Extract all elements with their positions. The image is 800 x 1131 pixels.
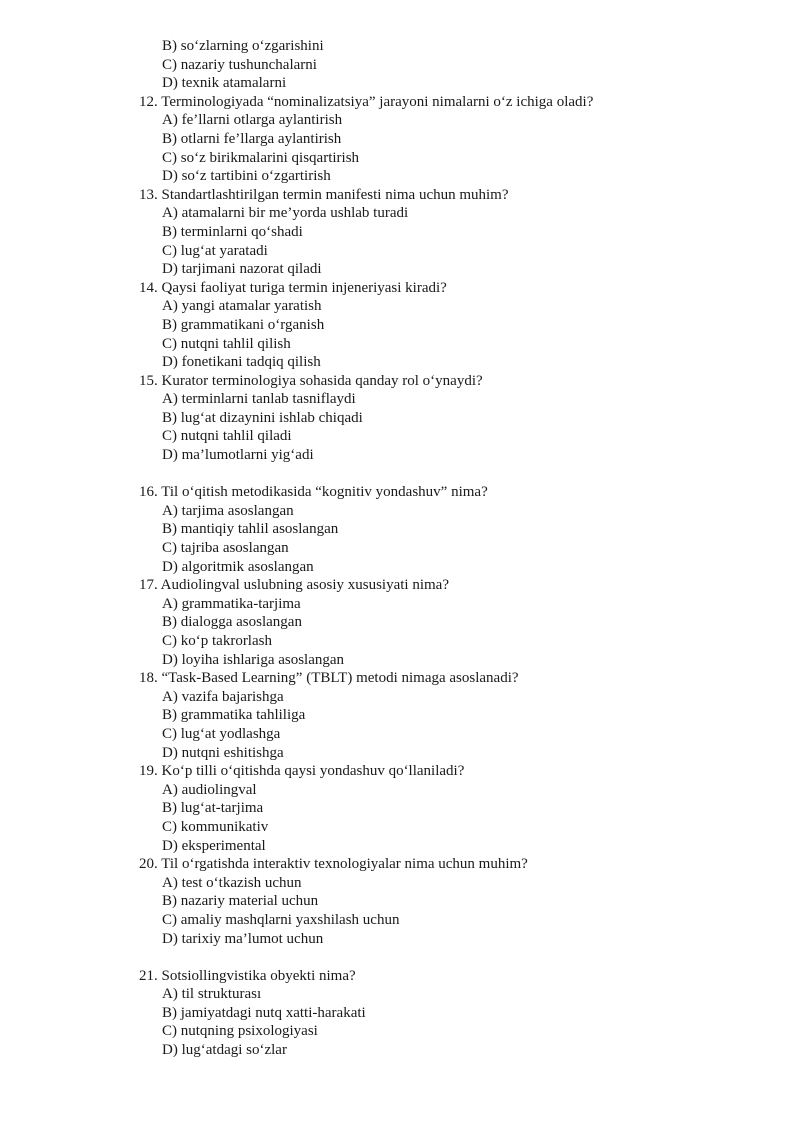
- answer-option: B) lug‘at dizaynini ishlab chiqadi: [162, 409, 363, 426]
- answer-option: B) nazariy material uchun: [162, 893, 319, 910]
- answer-option: D) loyiha ishlariga asoslangan: [162, 651, 345, 668]
- question-12: 12. Terminologiyada “nominalizatsiya” jarayoni nimalarni o‘z ichiga oladi?: [139, 93, 594, 110]
- answer-option: D) ma’lumotlarni yig‘adi: [162, 447, 314, 464]
- question-17: 17. Audiolingval uslubning asosiy xususiyati nima?: [139, 577, 449, 594]
- answer-option: A) terminlarni tanlab tasniflaydi: [162, 391, 356, 408]
- answer-option: C) nutqning psixologiyasi: [162, 1023, 318, 1040]
- answer-option: C) lug‘at yodlashga: [162, 725, 281, 742]
- answer-option: C) amaliy mashqlarni yaxshilash uchun: [162, 911, 400, 928]
- answer-option: D) lug‘atdagi so‘zlar: [162, 1042, 287, 1059]
- question-13: 13. Standartlashtirilgan termin manifesti nima uchun muhim?: [139, 186, 509, 203]
- answer-option: C) so‘z birikmalarini qisqartirish: [162, 149, 360, 166]
- answer-option: D) eksperimental: [162, 837, 266, 854]
- answer-option: C) nazariy tushunchalarni: [162, 56, 317, 73]
- answer-option: B) lug‘at-tarjima: [162, 800, 264, 817]
- answer-option: D) fonetikani tadqiq qilish: [162, 354, 321, 371]
- answer-option: A) grammatika-tarjima: [162, 595, 301, 612]
- answer-option: C) lug‘at yaratadi: [162, 242, 268, 259]
- question-18: 18. “Task-Based Learning” (TBLT) metodi nimaga asoslanadi?: [139, 670, 519, 687]
- answer-option: B) grammatika tahliliga: [162, 707, 306, 724]
- answer-option: A) test o‘tkazish uchun: [162, 874, 302, 891]
- answer-option: B) dialogga asoslangan: [162, 614, 302, 631]
- answer-option: A) vazifa bajarishga: [162, 688, 284, 705]
- answer-option: A) atamalarni bir me’yorda ushlab turadi: [162, 205, 409, 222]
- answer-option: B) grammatikani o‘rganish: [162, 316, 325, 333]
- answer-option: C) nutqni tahlil qilish: [162, 335, 291, 352]
- answer-option: B) terminlarni qo‘shadi: [162, 223, 303, 240]
- answer-option: A) tarjima asoslangan: [162, 502, 294, 519]
- question-15: 15. Kurator terminologiya sohasida qanday rol o‘ynaydi?: [139, 372, 483, 389]
- answer-option: A) yangi atamalar yaratish: [162, 298, 322, 315]
- question-19: 19. Ko‘p tilli o‘qitishda qaysi yondashuv qo‘llaniladi?: [139, 763, 465, 780]
- answer-option: B) jamiyatdagi nutq xatti-harakati: [162, 1004, 366, 1021]
- question-16: 16. Til o‘qitish metodikasida “kognitiv yondashuv” nima?: [139, 484, 488, 501]
- answer-option: B) mantiqiy tahlil asoslangan: [162, 521, 339, 538]
- answer-option: A) fe’llarni otlarga aylantirish: [162, 112, 343, 129]
- answer-option: D) nutqni eshitishga: [162, 744, 284, 761]
- answer-option: A) til strukturası: [162, 986, 262, 1003]
- question-14: 14. Qaysi faoliyat turiga termin injeneriyasi kiradi?: [139, 279, 447, 296]
- answer-option: C) kommunikativ: [162, 818, 269, 835]
- answer-option: C) ko‘p takrorlash: [162, 633, 272, 649]
- blank-line: [0, 465, 800, 484]
- answer-option: D) algoritmik asoslangan: [162, 558, 314, 575]
- blank-line: [0, 948, 800, 967]
- question-20: 20. Til o‘rgatishda interaktiv texnologiyalar nima uchun muhim?: [139, 856, 528, 873]
- answer-option: D) so‘z tartibini o‘zgartirish: [162, 168, 331, 185]
- answer-option: C) nutqni tahlil qiladi: [162, 428, 292, 445]
- answer-option: B) otlarni fe’llarga aylantirish: [162, 130, 342, 147]
- question-21: 21. Sotsiollingvistika obyekti nima?: [139, 967, 356, 984]
- answer-option: D) texnik atamalarni: [162, 75, 287, 92]
- answer-option: C) tajriba asoslangan: [162, 540, 289, 557]
- question-list: [0, 37, 800, 1060]
- answer-option: D) tarjimani nazorat qiladi: [162, 261, 322, 278]
- answer-option: D) tarixiy ma’lumot uchun: [162, 930, 324, 947]
- answer-option: A) audiolingval: [162, 781, 257, 798]
- answer-option: B) so‘zlarning o‘zgarishini: [162, 38, 324, 54]
